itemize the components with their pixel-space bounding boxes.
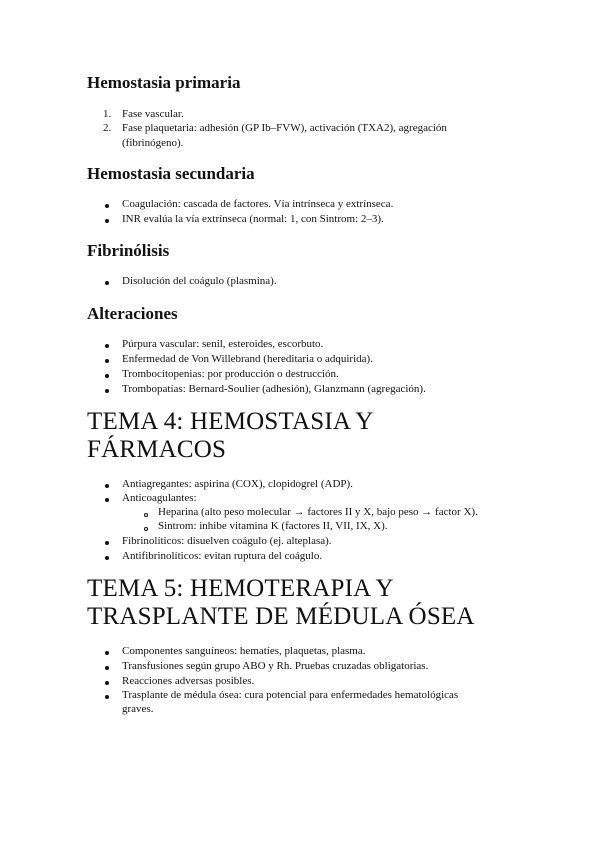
list-item: Fase plaquetaria: adhesión (GP Ib–FVW), activación (TXA2), agregación [122,122,447,134]
bullet-icon [105,492,109,507]
list-item: Transfusiones según grupo ABO y Rh. Pruebas cruzadas obligatorias. [122,660,429,672]
heading-alteraciones: Alteraciones [87,304,178,323]
bullet-icon [105,353,109,368]
list-item: Fibrinolíticos: disuelven coágulo (ej. alteplasa). [122,535,332,547]
bullet-icon [105,383,109,398]
bullet-icon [105,550,109,565]
heading-tema-4-line-1: TEMA 4: HEMOSTASIA Y [87,408,374,435]
list-item: Fase vascular. [122,108,184,120]
list-subitem: Heparina (alto peso molecular → factores II y X, bajo peso → factor X). [158,506,478,518]
list-item: Trasplante de médula ósea: cura potencial para enfermedades hematológicas [122,689,459,701]
heading-tema-4-line-2: FÁRMACOS [87,436,227,463]
list-item-continuation: graves. [122,703,154,715]
bullet-icon [105,689,109,704]
list-item: Antiagregantes: aspirina (COX), clopidogrel (ADP). [122,478,353,490]
bullet-icon [105,535,109,550]
bullet-icon [105,368,109,383]
heading-hemostasia-primaria: Hemostasia primaria [87,73,241,92]
bullet-icon [105,660,109,675]
list-item: Trombopatías: Bernard-Soulier (adhesión), Glanzmann (agregación). [122,383,426,395]
bullet-icon [105,675,109,690]
list-item: Antifibrinolíticos: evitan ruptura del coágulo. [122,550,323,562]
bullet-icon [105,275,109,290]
list-item: Trombocitopenias: por producción o destrucción. [122,368,339,380]
heading-tema-5-line-2: TRASPLANTE DE MÉDULA ÓSEA [87,603,475,630]
list-subitem: Sintrom: inhibe vitamina K (factores II, VII, IX, X). [158,520,388,532]
list-item: Anticoagulantes: [122,492,197,504]
list-item: Disolución del coágulo (plasmina). [122,275,277,287]
bullet-icon [105,338,109,353]
list-item: Reacciones adversas posibles. [122,675,255,687]
heading-fibrinolisis: Fibrinólisis [87,241,170,260]
sub-bullet-icon [144,507,148,522]
list-item: INR evalúa la vía extrínseca (normal: 1, con Sintrom: 2–3). [122,213,384,225]
list-item: Coagulación: cascada de factores. Vía intrínseca y extrínseca. [122,198,394,210]
heading-hemostasia-secundaria: Hemostasia secundaria [87,164,255,183]
list-item: Púrpura vascular: senil, esteroides, escorbuto. [122,338,324,350]
list-item-continuation: (fibrinógeno). [122,137,184,149]
list-number: 2. [103,122,112,134]
heading-tema-5-line-1: TEMA 5: HEMOTERAPIA Y [87,575,394,602]
bullet-icon [105,198,109,213]
bullet-icon [105,645,109,660]
list-number: 1. [103,108,112,120]
list-item: Componentes sanguíneos: hematíes, plaquetas, plasma. [122,645,366,657]
list-item: Enfermedad de Von Willebrand (hereditaria o adquirida). [122,353,373,365]
bullet-icon [105,213,109,228]
bullet-icon [105,478,109,493]
